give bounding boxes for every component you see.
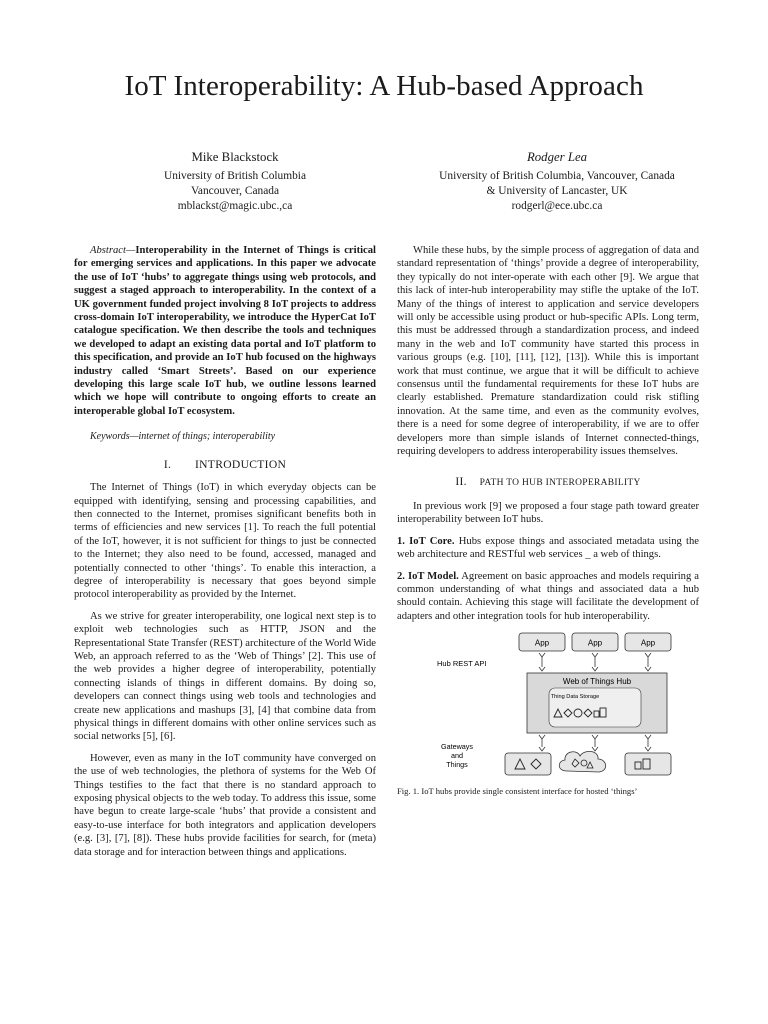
keywords: Keywords—internet of things; interoperability	[90, 431, 276, 443]
item-label: 2. IoT Model.	[397, 570, 459, 582]
right-column	[397, 244, 699, 799]
author-block-1	[70, 150, 400, 214]
storage-label: Thing Data Storage	[550, 694, 600, 701]
author-email: rodgerl@ece.ubc.ca	[511, 200, 603, 212]
hub-diagram	[427, 631, 687, 781]
hub-title: Web of Things Hub	[562, 677, 632, 687]
gateway-box	[505, 753, 551, 775]
app-label: App	[534, 638, 550, 648]
section-heading-introduction: I. INTRODUCTION	[163, 457, 287, 471]
item-text: Hubs expose things and associated metadata using the web architecture and RESTful web services _ a web of things.	[397, 535, 699, 561]
double-arrow-icon	[592, 653, 598, 671]
author-name: Mike Blackstock	[191, 150, 279, 164]
app-label: App	[640, 638, 656, 648]
author-affiliation: University of British Columbia	[163, 170, 307, 182]
abstract	[74, 244, 376, 418]
list-item	[397, 535, 699, 562]
double-arrow-icon	[539, 653, 545, 671]
author-location: & University of Lancaster, UK	[486, 185, 628, 197]
figure-caption: Fig. 1. IoT hubs provide single consistent interface for hosted ‘things’	[397, 786, 638, 797]
gateways-label: Things	[446, 760, 468, 770]
double-arrow-icon	[539, 735, 545, 751]
item-text: Agreement on basic approaches and models requiring a common understanding of what things and associated data a hub should contain. Achieving this stage will facilitate the development of adapters and other integration tools for hub interoperability.	[397, 570, 699, 622]
author-email: mblackst@magic.ubc.,ca	[177, 200, 293, 212]
abstract-label: Abstract—	[90, 245, 136, 256]
author-name: Rodger Lea	[526, 150, 588, 164]
paragraph: However, even as many in the IoT community have converged on the use of web technologies, the plethora of systems for the Web Of Things testifies to the fact that there is no standard approach to exposing physical objects to the web today. To address this issue, some have begun to create large-scale ‘hubs’ that provide a consistent and easy-to-use interface for both integrators and application developers (e.g. [3], [7], [8]). These hubs provide facilities for search, for (meta) data storage and for interaction between things and applications.	[74, 752, 376, 858]
paragraph: As we strive for greater interoperability, one logical next step is to exploit web technologies such as HTTP, JSON and the Representational State Transfer (REST) architecture of the World Wide Web, an approach referred to as the ‘Web of Things’ [2]. This use of the web provides a higher degree of interoperability, potentially connecting islands of things in different domains. By doing so, developers can connect things using web tools and technologies and create new applications and mashups [3], [4] that combine data from physical things in different domains with other online services such as social networks [5], [6].	[74, 610, 376, 743]
list-item	[397, 570, 699, 624]
paper-title: IoT Interoperability: A Hub-based Approach	[124, 70, 644, 102]
paragraph: In previous work [9] we proposed a four stage path toward greater interoperability between IoT hubs.	[397, 500, 699, 526]
author-block-2	[392, 150, 722, 214]
item-label: 1. IoT Core.	[397, 535, 455, 547]
app-label: App	[587, 638, 603, 648]
abstract-text: Interoperability in the Internet of Things is critical for emerging services and applications. In this paper we advocate the use of IoT ‘hubs’ to aggregate things using web protocols, and suggest a staged approach to interoperability. In the context of a UK government funded project involving 8 IoT projects to address cross-domain IoT interoperability, we introduce the HyperCat IoT catalogue specification. We then describe the tools and techniques we developed to adapt an existing data portal and IoT platform to this specification, and provide an IoT hub focused on the highways industry called ‘Smart Streets’. Based on our experience developing this large scale IoT hub, we outline lessons learned which we hope will contribute to ongoing efforts to create an interoperable global IoT ecosystem.	[74, 245, 376, 417]
author-location: Vancouver, Canada	[190, 185, 280, 197]
section-number: II.	[455, 474, 467, 488]
double-arrow-icon	[592, 735, 598, 751]
figure-hub-diagram	[427, 631, 687, 781]
cloud-icon	[559, 752, 605, 773]
double-arrow-icon	[645, 735, 651, 751]
double-arrow-icon	[645, 653, 651, 671]
section-heading-path	[397, 475, 699, 490]
gateways-label: and	[451, 751, 463, 761]
paragraph: While these hubs, by the simple process of aggregation of data and standard representation of ‘things’ provide a degree of interoperability, they typically do not inter-operate with each other [9]. We argue that this lack of inter-hub interoperability may stifle the uptake of the IoT. Many of the things of interest to application and service developers will only be accessible using product or hub-specific APIs. Long term, this must be addressed through a standardization process, and indeed many in the web and IoT community have started this process in various groups (e.g. [10], [11], [12], [13]). While this is important work that must continue, we argue that it will be difficult to achieve consensus until the fundamental requirements for these IoT hubs are clearly established. Premature standardization could risk stifling innovation. At the same time, and even as the community evolves, there is a need for some degree of interoperability, if we are to offer developers more than simple islands of Internet connected-things, requiring developers to address interoperability issues themselves.	[397, 245, 699, 458]
author-affiliation: University of British Columbia, Vancouver, Canada	[439, 170, 675, 182]
section-title: PATH TO HUB INTEROPERABILITY	[479, 477, 641, 488]
left-column	[74, 244, 376, 867]
gateways-label: Gateways	[441, 742, 473, 752]
gateway-box	[625, 753, 671, 775]
hub-rest-api-label: Hub REST API	[437, 659, 487, 669]
paragraph: The Internet of Things (IoT) in which everyday objects can be equipped with identifying, sensing and processing capabilities, and then connected to the Internet, promises significant benefits both in terms of efficiencies and new services [1]. To reach the full potential of the IoT, however, it is not sufficient for things to just be connected to the Internet; they also need to be found, accessed, managed and potentially connected to other ‘things’. To enable this interaction, a degree of interoperability is necessary that goes beyond simple protocol interoperability as provided by the Internet.	[74, 482, 376, 601]
